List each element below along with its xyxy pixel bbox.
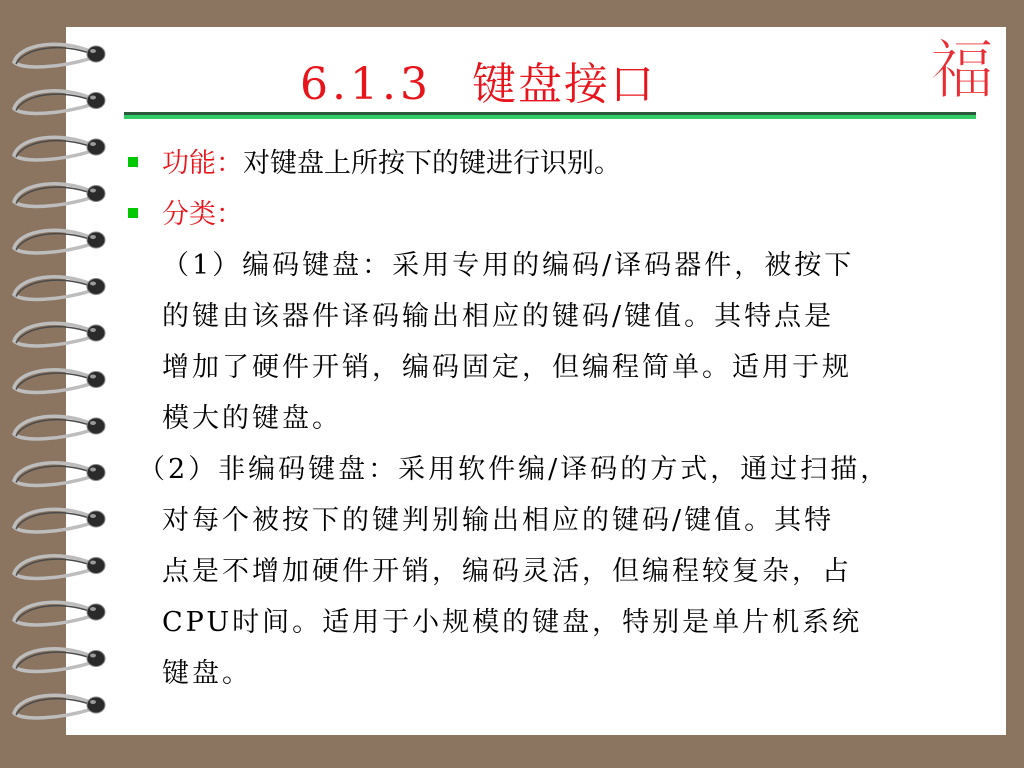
paragraph-line: 模大的键盘。	[162, 403, 342, 434]
spiral-ring	[14, 137, 105, 160]
spiral-binding	[0, 30, 120, 750]
paragraph-line: 对每个被按下的键判别输出相应的键码/键值。其特	[162, 505, 835, 536]
slide-body	[128, 138, 988, 699]
bullet-square-icon	[128, 157, 138, 167]
bullet-category	[128, 189, 988, 240]
bullet-square-icon	[128, 208, 138, 218]
paragraph-line: （2）非编码键盘：采用软件编/译码的方式，通过扫描，	[138, 454, 891, 485]
spiral-ring	[14, 91, 105, 114]
paragraph-line: （1）编码键盘：采用专用的编码/译码器件，被按下	[162, 250, 855, 281]
paragraph-encoded-keyboard	[162, 240, 988, 444]
spiral-ring	[14, 230, 105, 253]
title-rule	[124, 115, 976, 119]
spiral-ring	[14, 695, 105, 718]
paragraph-line: 的键由该器件译码输出相应的键码/键值。其特点是	[162, 301, 835, 332]
paragraph-line: CPU时间。适用于小规模的键盘，特别是单片机系统	[162, 607, 863, 638]
logo-char: 福	[930, 34, 994, 108]
spiral-ring	[14, 277, 105, 300]
slide-title	[300, 48, 656, 112]
paragraph-line: 增加了硬件开销，编码固定，但编程简单。适用于规	[162, 352, 852, 383]
spiral-ring	[14, 370, 105, 393]
spiral-ring	[14, 649, 105, 672]
spiral-ring	[14, 602, 105, 625]
paragraph-line: 点是不增加硬件开销，编码灵活，但编程较复杂，占	[162, 556, 852, 587]
title-number: 6.1.3	[300, 59, 432, 110]
paragraph-non-encoded-keyboard	[128, 444, 988, 699]
bullet-label: 分类：	[162, 199, 243, 230]
bullet-text: 对键盘上所按下的键进行识别。	[243, 148, 621, 179]
spiral-ring	[14, 416, 105, 439]
title-text: 键盘接口	[471, 59, 656, 110]
fu-logo	[930, 30, 994, 110]
paragraph-line: 键盘。	[162, 658, 252, 689]
spiral-ring	[14, 463, 105, 486]
spiral-ring	[14, 184, 105, 207]
bullet-label: 功能：	[162, 148, 243, 179]
spiral-ring	[14, 323, 105, 346]
spiral-ring	[14, 556, 105, 579]
spiral-ring	[14, 509, 105, 532]
bullet-function	[128, 138, 988, 189]
spiral-ring	[14, 44, 105, 67]
